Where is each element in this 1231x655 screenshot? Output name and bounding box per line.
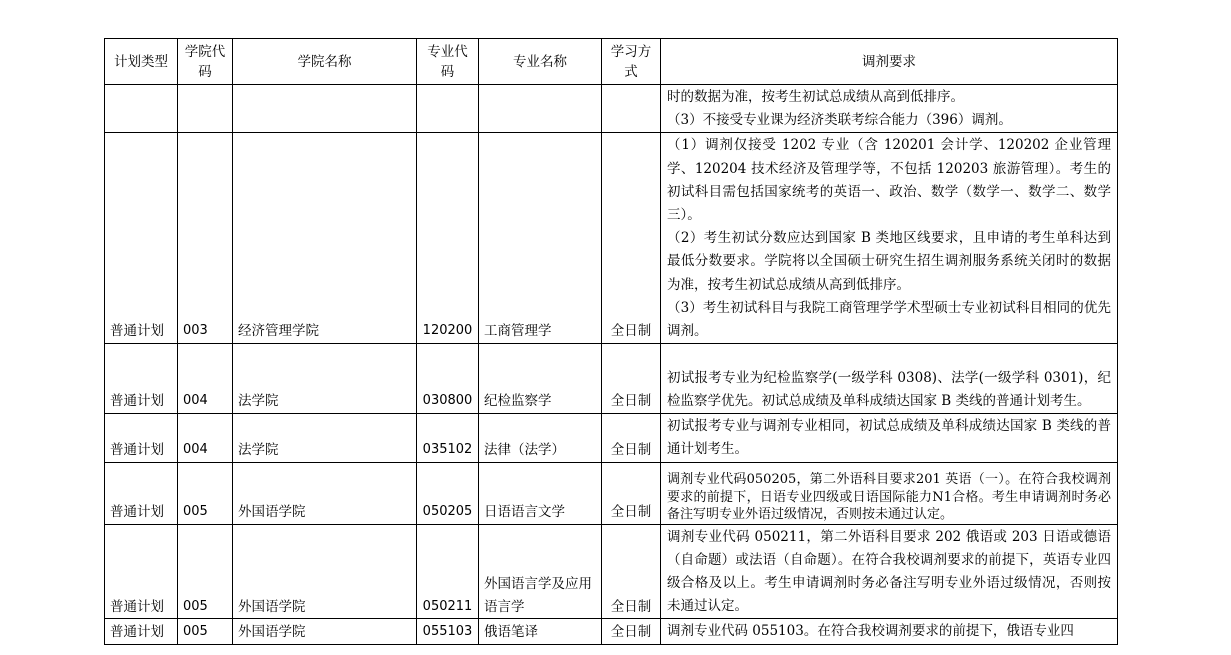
cell-requirement — [661, 414, 1118, 462]
header-study-mode: 学习方式 — [602, 39, 661, 85]
header-requirement: 调剂要求 — [661, 39, 1118, 85]
cell-major-name: 法律（法学） — [479, 414, 602, 462]
cell-study-mode — [602, 85, 661, 133]
cell-major-code: 030800 — [417, 344, 479, 414]
cell-major-name: 俄语笔译 — [479, 619, 602, 644]
cell-plan-type: 普通计划 — [105, 344, 178, 414]
header-college-code: 学院代码 — [178, 39, 233, 85]
cell-study-mode: 全日制 — [602, 462, 661, 524]
header-plan-type: 计划类型 — [105, 39, 178, 85]
cell-requirement — [661, 462, 1118, 524]
table-row — [105, 414, 1118, 462]
cell-major-name — [479, 85, 602, 133]
header-major-code: 专业代码 — [417, 39, 479, 85]
cell-major-name: 外国语言学及应用语言学 — [479, 524, 602, 619]
cell-study-mode: 全日制 — [602, 524, 661, 619]
cell-plan-type: 普通计划 — [105, 414, 178, 462]
table-row — [105, 524, 1118, 619]
cell-study-mode: 全日制 — [602, 414, 661, 462]
cell-major-name: 工商管理学 — [479, 133, 602, 344]
cell-requirement — [661, 524, 1118, 619]
cell-major-code: 035102 — [417, 414, 479, 462]
requirement-line: 初试报考专业与调剂专业相同，初试总成绩及单科成绩达国家 B 类线的普通计划考生。 — [667, 418, 1111, 458]
header-major-name: 专业名称 — [479, 39, 602, 85]
cell-plan-type: 普通计划 — [105, 524, 178, 619]
cell-requirement — [661, 619, 1118, 644]
cell-college-name: 法学院 — [233, 344, 417, 414]
cell-college-code: 005 — [178, 524, 233, 619]
adjustment-table — [104, 38, 1118, 645]
cell-college-name — [233, 85, 417, 133]
cell-requirement — [661, 133, 1118, 344]
cell-major-name: 日语语言文学 — [479, 462, 602, 524]
table-row — [105, 85, 1118, 133]
cell-plan-type: 普通计划 — [105, 619, 178, 644]
table-row — [105, 133, 1118, 344]
cell-college-name: 经济管理学院 — [233, 133, 417, 344]
requirement-line: （2）考生初试分数应达到国家 B 类地区线要求，且申请的考生单科达到最低分数要求。学院将以全国硕士研究生招生调剂服务系统关闭时的数据为准，按考生初试总成绩从高到低排序。 — [667, 230, 1111, 293]
requirement-line: 初试报考专业为纪检监察学(一级学科 0308)、法学(一级学科 0301)，纪检监察学优先。初试总成绩及单科成绩达国家 B 类线的普通计划考生。 — [667, 369, 1111, 410]
cell-requirement — [661, 85, 1118, 133]
cell-major-code: 055103 — [417, 619, 479, 644]
header-row — [105, 39, 1118, 85]
requirement-line: 调剂专业代码 050211，第二外语科目要求 202 俄语或 203 日语或德语（自命题）或法语（自命题）。在符合我校调剂要求的前提下，英语专业四级合格及以上。考生申请调剂时务必备注写明专业外语过级情况，否则按未通过认定。 — [667, 528, 1111, 615]
cell-college-code: 004 — [178, 414, 233, 462]
cell-plan-type — [105, 85, 178, 133]
header-college-name: 学院名称 — [233, 39, 417, 85]
cell-college-code: 003 — [178, 133, 233, 344]
cell-study-mode: 全日制 — [602, 344, 661, 414]
cell-study-mode: 全日制 — [602, 133, 661, 344]
cell-college-name: 外国语学院 — [233, 524, 417, 619]
cell-major-code — [417, 85, 479, 133]
cell-requirement — [661, 344, 1118, 414]
table-row — [105, 619, 1118, 644]
cell-major-code: 120200 — [417, 133, 479, 344]
requirement-line: （1）调剂仅接受 1202 专业（含 120201 会计学、120202 企业管理学、120204 技术经济及管理学等，不包括 120203 旅游管理）。考生的初试科目需包括国家统考的英语一、政治、数学（数学一、数学二、数学三）。 — [667, 137, 1111, 224]
cell-college-code: 004 — [178, 344, 233, 414]
cell-college-name: 外国语学院 — [233, 462, 417, 524]
cell-college-name: 法学院 — [233, 414, 417, 462]
table-row — [105, 344, 1118, 414]
requirement-line: （3）考生初试科目与我院工商管理学学术型硕士专业初试科目相同的优先调剂。 — [667, 299, 1111, 340]
cell-study-mode: 全日制 — [602, 619, 661, 644]
cell-college-name: 外国语学院 — [233, 619, 417, 644]
cell-major-code: 050205 — [417, 462, 479, 524]
cell-plan-type: 普通计划 — [105, 462, 178, 524]
cell-major-name: 纪检监察学 — [479, 344, 602, 414]
requirement-line: 调剂专业代码 055103。在符合我校调剂要求的前提下，俄语专业四 — [667, 623, 1074, 640]
cell-college-code: 005 — [178, 462, 233, 524]
cell-major-code: 050211 — [417, 524, 479, 619]
table-row — [105, 462, 1118, 524]
cell-college-code — [178, 85, 233, 133]
cell-plan-type: 普通计划 — [105, 133, 178, 344]
requirement-line: 时的数据为准，按考生初试总成绩从高到低排序。 — [667, 89, 964, 105]
cell-college-code: 005 — [178, 619, 233, 644]
requirement-line: 调剂专业代码050205，第二外语科目要求201 英语（一）。在符合我校调剂要求的前提下，日语专业四级或日语国际能力N1合格。考生申请调剂时务必备注写明专业外语过级情况，否则按未通过认定。 — [667, 472, 1111, 523]
requirement-line: （3）不接受专业课为经济类联考综合能力（396）调剂。 — [667, 112, 1012, 129]
